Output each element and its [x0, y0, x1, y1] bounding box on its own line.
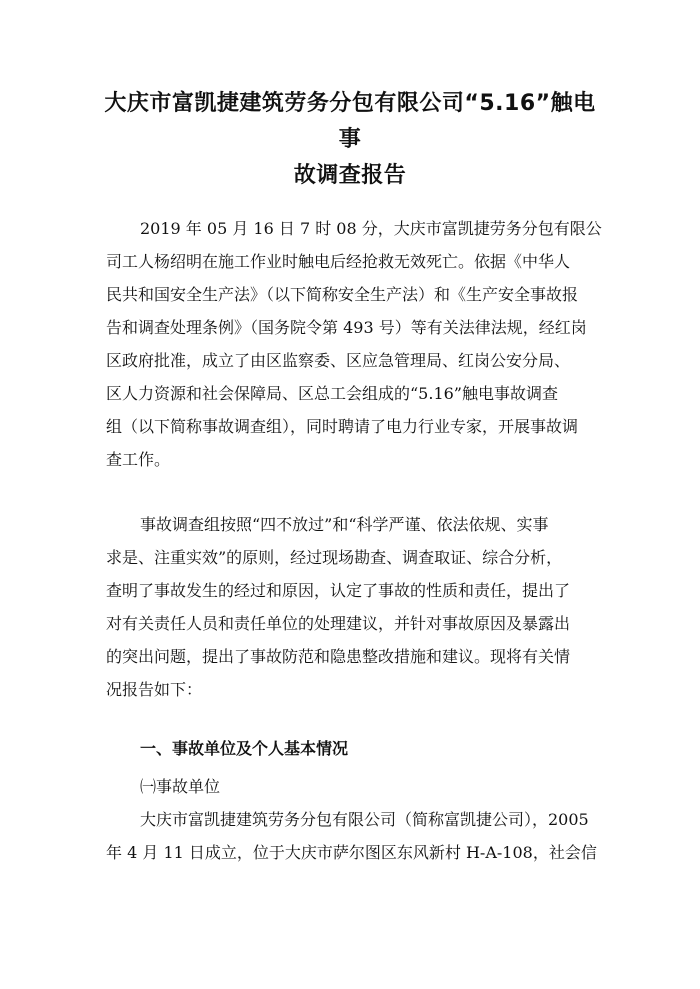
subsection-heading: ㈠事故单位 [140, 777, 221, 796]
title-line-2: 故调查报告 [293, 163, 407, 188]
paragraph-line: 求是、注重实效”的原则，经过现场勘查、调查取证、综合分析， [106, 548, 563, 567]
paragraph-line: 民共和国安全生产法》（以下简称安全生产法）和《生产安全事故报 [106, 285, 579, 304]
document-title [100, 86, 600, 194]
title-line-1: 大庆市富凯捷建筑劳务分包有限公司“5.16”触电事 [104, 91, 596, 152]
paragraph-1 [106, 212, 602, 476]
paragraph-line: 的突出问题，提出了事故防范和隐患整改措施和建议。现将有关情 [106, 647, 571, 666]
paragraph-line: 查工作。 [106, 450, 171, 469]
paragraph-line: 司工人杨绍明在施工作业时触电后经抢救无效死亡。依据《中华人 [106, 252, 571, 271]
paragraph-3 [106, 803, 598, 869]
paragraph-2 [106, 508, 598, 706]
section-1 [106, 732, 598, 765]
paragraph-line: 事故调查组按照“四不放过”和“科学严谨、依法依规、实事 [140, 515, 549, 534]
paragraph-line: 2019 年 05 月 16 日 7 时 08 分，大庆市富凯捷劳务分包有限公 [140, 219, 602, 238]
paragraph-line: 查明了事故发生的经过和原因，认定了事故的性质和责任，提出了 [106, 581, 571, 600]
paragraph-line: 组（以下简称事故调查组），同时聘请了电力行业专家，开展事故调 [106, 417, 579, 436]
paragraph-line: 年 4 月 11 日成立，位于大庆市萨尔图区东风新村 H-A-108，社会信 [106, 843, 597, 862]
paragraph-line: 区人力资源和社会保障局、区总工会组成的“5.16”触电事故调查 [106, 384, 558, 403]
paragraph-line: 大庆市富凯捷建筑劳务分包有限公司（简称富凯捷公司），2005 [140, 810, 589, 829]
paragraph-line: 况报告如下： [106, 680, 203, 699]
subsection-1 [106, 770, 598, 803]
section-heading: 一、事故单位及个人基本情况 [140, 739, 349, 758]
paragraph-line: 区政府批准，成立了由区监察委、区应急管理局、红岗公安分局、 [106, 351, 571, 370]
paragraph-line: 告和调查处理条例》（国务院令第 493 号）等有关法律法规，经红岗 [106, 318, 587, 337]
paragraph-line: 对有关责任人员和责任单位的处理建议，并针对事故原因及暴露出 [106, 614, 571, 633]
